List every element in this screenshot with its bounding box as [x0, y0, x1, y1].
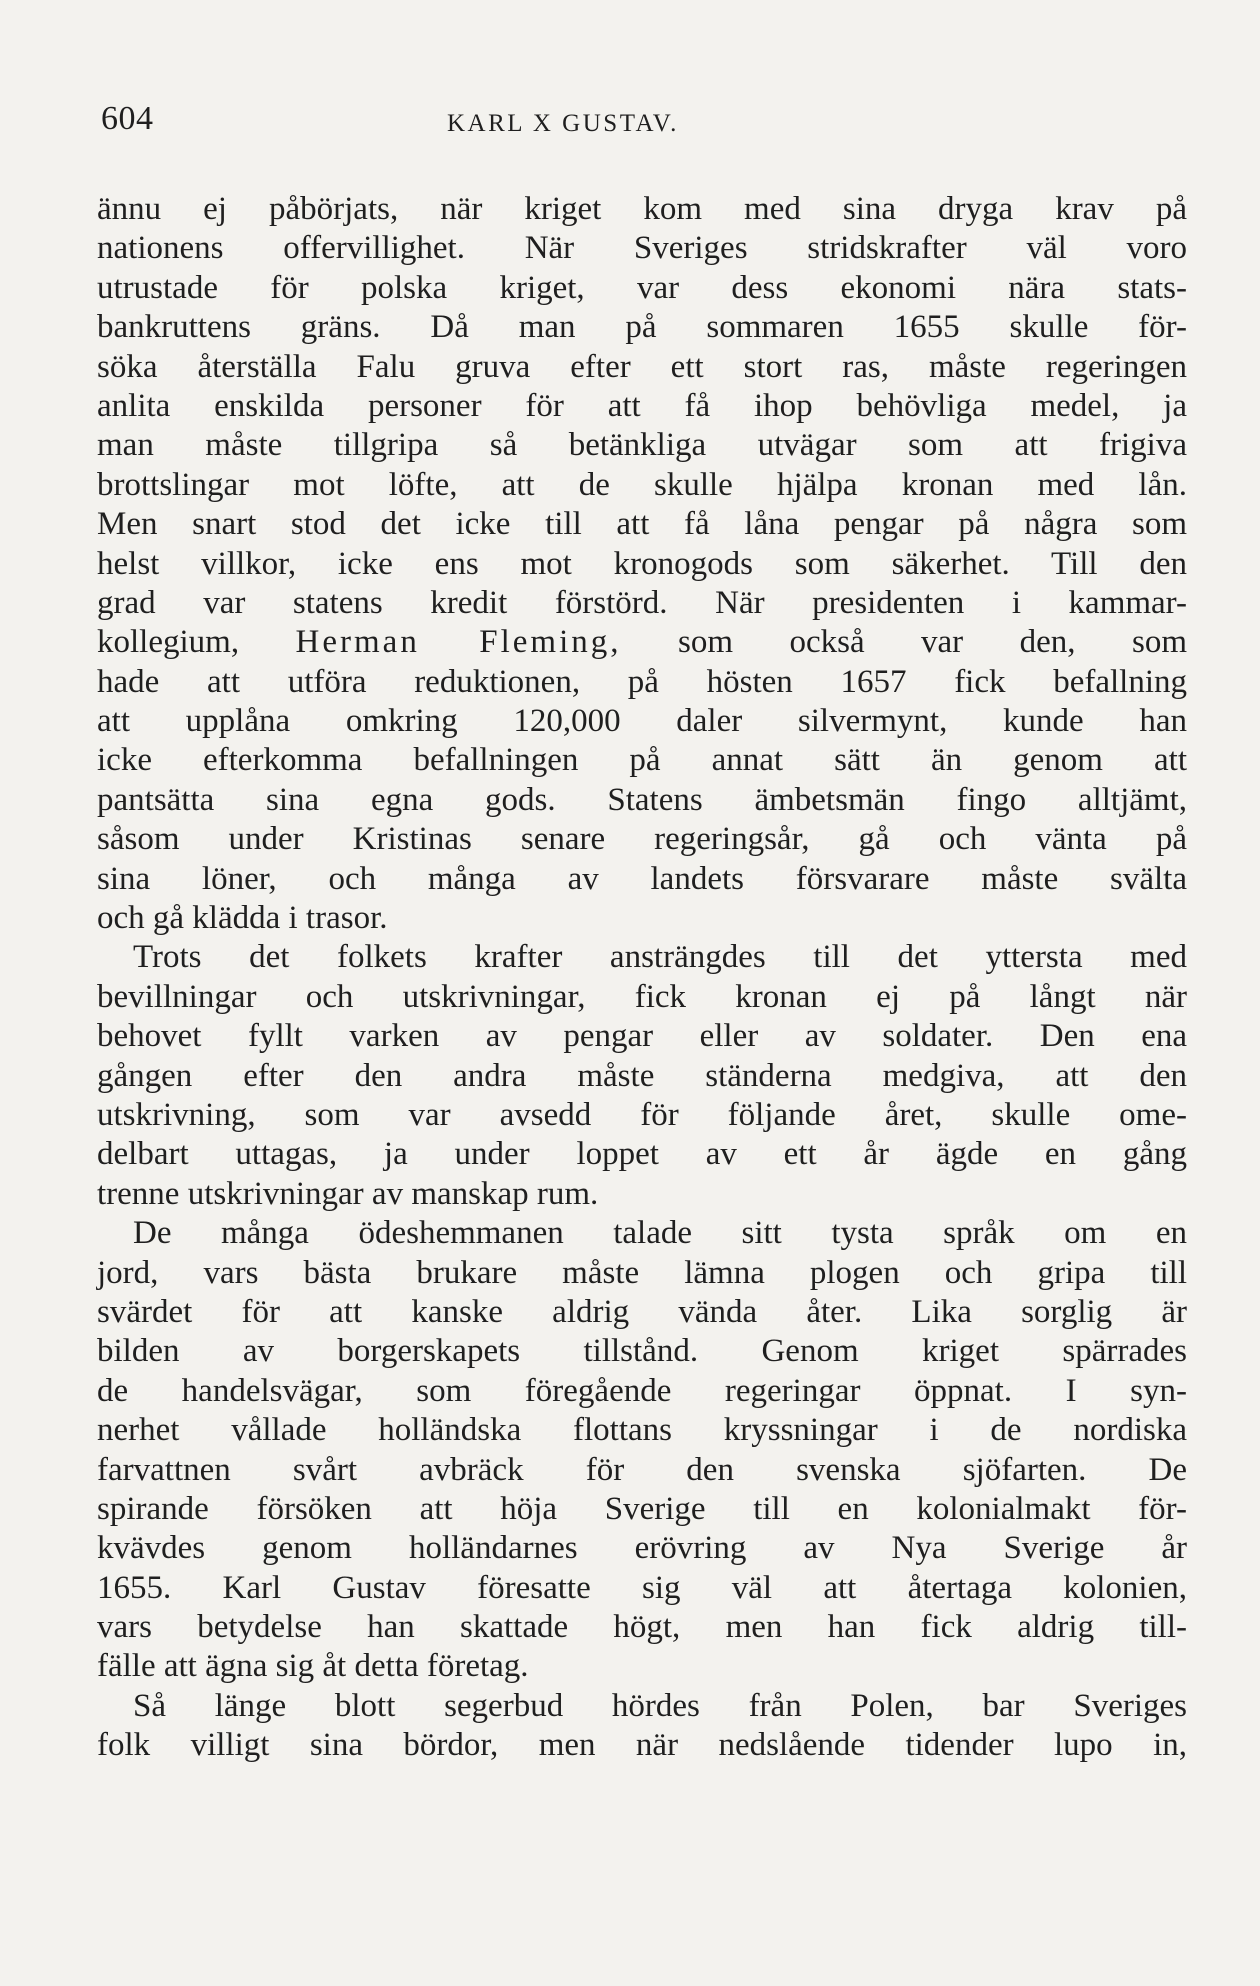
text-line: delbart uttagas, ja under loppet av ett år ägde en gång	[97, 1136, 1187, 1173]
text-line: folk villigt sina bördor, men när nedslående tidender lupo in,	[97, 1727, 1187, 1764]
text-line: utskrivning, som var avsedd för följande året, skulle ome-	[97, 1096, 1187, 1133]
text-line	[97, 623, 1187, 662]
text-line: bankruttens gräns. Då man på sommaren 1655 skulle för-	[97, 309, 1187, 346]
text-line: man måste tillgripa så betänkliga utvägar som att frigiva	[97, 427, 1187, 464]
page-number: 604	[101, 100, 154, 137]
text-line: vars betydelse han skattade högt, men han fick aldrig till-	[97, 1609, 1187, 1646]
text-line: Så länge blott segerbud hördes från Polen, bar Sveriges	[133, 1687, 1187, 1724]
text-line: pantsätta sina egna gods. Statens ämbetsmän fingo alltjämt,	[97, 781, 1187, 818]
text-line: gången efter den andra måste ständerna medgiva, att den	[97, 1057, 1187, 1094]
text-line: De många ödeshemmanen talade sitt tysta språk om en	[133, 1215, 1187, 1252]
text-segment: kollegium,	[97, 624, 240, 661]
text-line: utrustade för polska kriget, var dess ekonomi nära stats-	[97, 269, 1187, 306]
running-title: KARL X GUSTAV.	[447, 110, 679, 137]
text-line: såsom under Kristinas senare regeringsår, gå och vänta på	[97, 821, 1187, 858]
text-line: jord, vars bästa brukare måste lämna plogen och gripa till	[97, 1254, 1187, 1291]
text-line: hade att utföra reduktionen, på hösten 1657 fick befallning	[97, 663, 1187, 700]
text-line: nationens offervillighet. När Sveriges stridskrafter väl voro	[97, 230, 1187, 267]
text-line: farvattnen svårt avbräck för den svenska sjöfarten. De	[97, 1451, 1187, 1488]
text-line: ännu ej påbörjats, när kriget kom med sina dryga krav på	[97, 191, 1187, 227]
text-line: spirande försöken att höja Sverige till en kolonialmakt för-	[97, 1490, 1187, 1527]
text-line: grad var statens kredit förstörd. När presidenten i kammar-	[97, 584, 1187, 621]
text-line: brottslingar mot löfte, att de skulle hjälpa kronan med lån.	[97, 466, 1187, 503]
text-line: bilden av borgerskapets tillstånd. Genom kriget spärrades	[97, 1333, 1187, 1370]
text-line: helst villkor, icke ens mot kronogods som säkerhet. Till den	[97, 545, 1187, 582]
text-line: icke efterkomma befallningen på annat sätt än genom att	[97, 742, 1187, 779]
text-line: och gå klädda i trasor.	[97, 900, 388, 937]
text-line: Trots det folkets krafter ansträngdes till det yttersta med	[133, 939, 1187, 976]
text-line: söka återställa Falu gruva efter ett stort ras, måste regeringen	[97, 348, 1187, 385]
running-head	[101, 100, 1181, 150]
text-line: behovet fyllt varken av pengar eller av soldater. Den ena	[97, 1018, 1187, 1055]
spaced-name: Herman Fleming,	[295, 624, 622, 661]
text-line: trenne utskrivningar av manskap rum.	[97, 1175, 599, 1212]
text-line: de handelsvägar, som föregående regeringar öppnat. I syn-	[97, 1372, 1187, 1409]
body-text	[97, 190, 1187, 1766]
text-line: anlita enskilda personer för att få ihop behövliga medel, ja	[97, 387, 1187, 424]
text-line: nerhet vållade holländska flottans kryssningar i de nordiska	[97, 1412, 1187, 1449]
text-line: sina löner, och många av landets försvarare måste svälta	[97, 860, 1187, 897]
text-line: kvävdes genom holländarnes erövring av Nya Sverige år	[97, 1530, 1187, 1567]
text-line: fälle att ägna sig åt detta företag.	[97, 1648, 529, 1685]
text-line: Men snart stod det icke till att få låna pengar på några som	[97, 506, 1187, 543]
text-line: 1655. Karl Gustav föresatte sig väl att återtaga kolonien,	[97, 1569, 1187, 1606]
text-line: att upplåna omkring 120,000 daler silvermynt, kunde han	[97, 703, 1187, 740]
text-segment: som också var den, som	[677, 624, 1187, 661]
text-line: svärdet för att kanske aldrig vända åter. Lika sorglig är	[97, 1293, 1187, 1330]
text-line: bevillningar och utskrivningar, fick kronan ej på långt när	[97, 978, 1187, 1015]
